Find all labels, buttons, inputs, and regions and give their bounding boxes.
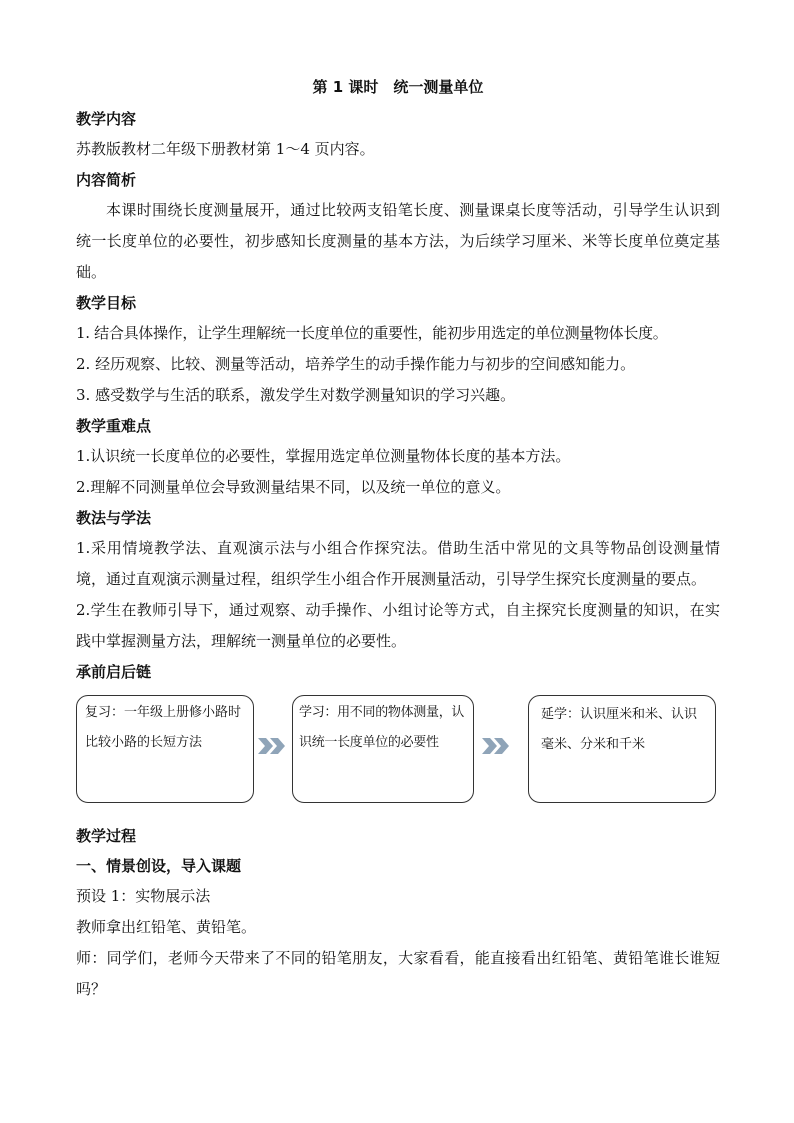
process-line: 教师拿出红铅笔、黄铅笔。 bbox=[76, 918, 257, 936]
heading-process: 教学过程 bbox=[76, 827, 137, 845]
heading-summary: 内容简析 bbox=[76, 171, 137, 189]
document-page bbox=[76, 74, 720, 1005]
method-item: 2.学生在教师引导下，通过观察、动手操作、小组讨论等方式，自主探究长度测量的知识，在实践中掌握测量方法，理解统一测量单位的必要性。 bbox=[76, 601, 720, 650]
double-chevron-right-icon bbox=[480, 735, 512, 757]
chain-box-learn: 学习：用不同的物体测量，认识统一长度单位的必要性 bbox=[292, 695, 474, 803]
keypoint-item: 2.理解不同测量单位会导致测量结果不同，以及统一单位的意义。 bbox=[76, 478, 511, 496]
keypoint-item: 1.认识统一长度单位的必要性，掌握用选定单位测量物体长度的基本方法。 bbox=[76, 447, 571, 465]
goal-item: 2. 经历观察、比较、测量等活动，培养学生的动手操作能力与初步的空间感知能力。 bbox=[76, 355, 636, 373]
knowledge-chain bbox=[76, 695, 720, 817]
process-line: 师：同学们，老师今天带来了不同的铅笔朋友，大家看看，能直接看出红铅笔、黄铅笔谁长谁短吗？ bbox=[76, 949, 720, 998]
goal-item: 3. 感受数学与生活的联系，激发学生对数学测量知识的学习兴趣。 bbox=[76, 386, 516, 404]
subheading-intro: 一、情景创设，导入课题 bbox=[76, 857, 242, 875]
chain-box-review: 复习：一年级上册修小路时比较小路的长短方法 bbox=[76, 695, 254, 803]
page-title: 第 1 课时 统一测量单位 bbox=[312, 78, 484, 96]
heading-chain: 承前启后链 bbox=[76, 663, 152, 681]
heading-goals: 教学目标 bbox=[76, 294, 137, 312]
double-chevron-right-icon bbox=[256, 735, 288, 757]
goal-item: 1. 结合具体操作，让学生理解统一长度单位的重要性，能初步用选定的单位测量物体长度。 bbox=[76, 324, 668, 342]
method-item: 1.采用情境教学法、直观演示法与小组合作探究法。借助生活中常见的文具等物品创设测量情境，通过直观演示测量过程，组织学生小组合作开展测量活动，引导学生探究长度测量的要点。 bbox=[76, 539, 720, 588]
process-line: 预设 1：实物展示法 bbox=[76, 887, 211, 905]
chain-box-extend: 延学：认识厘米和米、认识毫米、分米和千米 bbox=[528, 695, 716, 803]
heading-keypoints: 教学重难点 bbox=[76, 417, 152, 435]
heading-content: 教学内容 bbox=[76, 110, 137, 128]
summary-text: 本课时围绕长度测量展开，通过比较两支铅笔长度、测量课桌长度等活动，引导学生认识到统一长度单位的必要性，初步感知长度测量的基本方法，为后续学习厘米、米等长度单位奠定基础。 bbox=[76, 201, 720, 281]
content-text: 苏教版教材二年级下册教材第 1～4 页内容。 bbox=[76, 140, 375, 158]
heading-methods: 教法与学法 bbox=[76, 509, 152, 527]
